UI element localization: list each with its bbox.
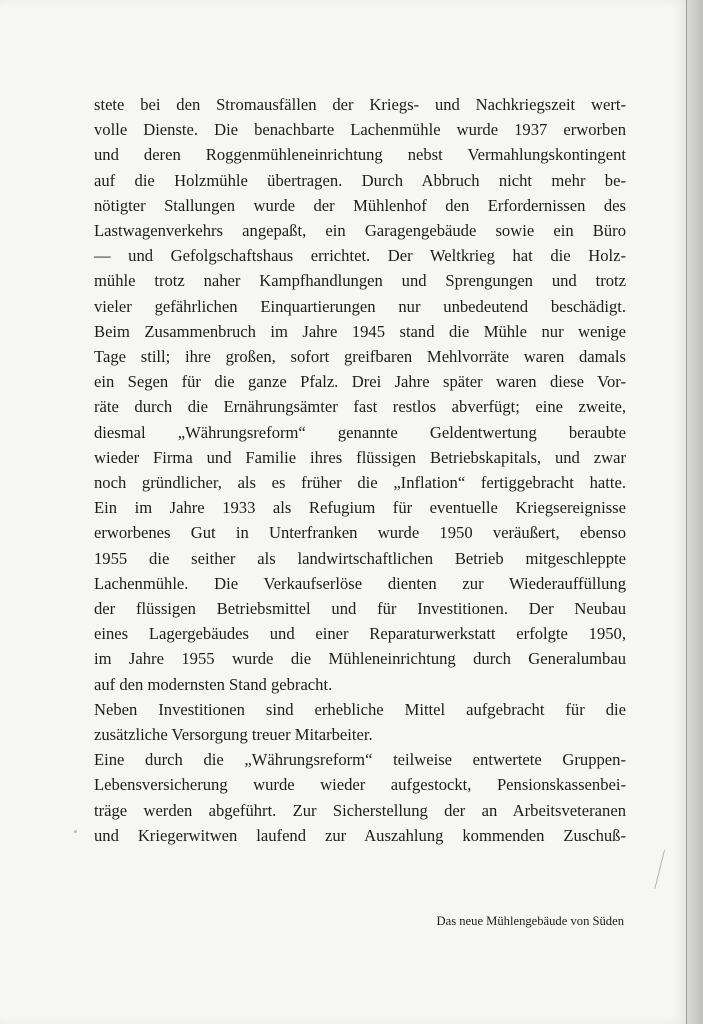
text-line-1: stete bei den Stromausfällen der Kriegs- und Nachkriegszeit wert- <box>94 95 626 114</box>
text-line-19: 1955 die seither als landwirtschaftlichen Betrieb mitgeschleppte <box>94 548 626 568</box>
margin-dot <box>74 830 77 833</box>
text-line-17: Ein im Jahre 1933 als Refugium für eventuelle Kriegsereignisse <box>94 498 626 518</box>
text-line-11: Tage still; ihre großen, sofort greifbaren Mehlvorräte waren damals <box>94 347 626 367</box>
text-line-29: träge werden abgeführt. Zur Sicherstellung der an Arbeitsveteranen <box>94 800 626 820</box>
text-line-23: im Jahre 1955 wurde die Mühleneinrichtung durch Generalumbau <box>94 649 626 669</box>
text-line-16: noch gründlicher, als es früher die „Inflation“ fertiggebracht hatte. <box>94 473 626 493</box>
text-line-5: nötigter Stallungen wurde der Mühlenhof den Erfordernissen des <box>94 195 626 215</box>
text-line-28: Lebensversicherung wurde wieder aufgestockt, Pensionskassenbei- <box>94 775 626 795</box>
text-line-2: volle Dienste. Die benachbarte Lachenmühle wurde 1937 erworben <box>94 120 626 140</box>
text-line-14: diesmal „Währungsreform“ genannte Geldentwertung beraubte <box>94 422 626 442</box>
text-line-18: erworbenes Gut in Unterfranken wurde 1950 veräußert, ebenso <box>94 523 626 543</box>
text-line-8: mühle trotz naher Kampfhandlungen und Sprengungen und trotz <box>94 271 626 291</box>
text-line-25: Neben Investitionen sind erhebliche Mittel aufgebracht für die <box>94 699 626 719</box>
text-line-3: und deren Roggenmühleneinrichtung nebst Vermahlungskontingent <box>94 145 626 165</box>
photo-caption: Das neue Mühlengebäude von Süden <box>436 914 624 928</box>
text-line-30: und Kriegerwitwen laufend zur Auszahlung kommenden Zuschuß- <box>94 825 626 845</box>
body-text <box>94 92 626 848</box>
page-edge-shadow <box>686 0 703 1024</box>
text-line-26: zusätzliche Versorgung treuer Mitarbeiter. <box>94 725 373 745</box>
text-line-21: der flüssigen Betriebsmittel und für Investitionen. Der Neubau <box>94 599 626 619</box>
text-line-27: Eine durch die „Währungsreform“ teilweise entwertete Gruppen- <box>94 750 626 770</box>
text-line-22: eines Lagergebäudes und einer Reparaturwerkstatt erfolgte 1950, <box>94 624 626 644</box>
text-line-7: — und Gefolgschaftshaus errichtet. Der Weltkrieg hat die Holz- <box>94 246 626 266</box>
text-line-13: räte durch die Ernährungsämter fast restlos abverfügt; eine zweite, <box>94 397 626 417</box>
text-line-9: vieler gefährlichen Einquartierungen nur unbedeutend beschädigt. <box>94 296 626 316</box>
text-line-6: Lastwagenverkehrs angepaßt, ein Garagengebäude sowie ein Büro <box>94 221 626 241</box>
text-line-15: wieder Firma und Familie ihres flüssigen Betriebskapitals, und zwar <box>94 447 626 467</box>
text-line-4: auf die Holzmühle übertragen. Durch Abbruch nicht mehr be- <box>94 170 626 190</box>
text-line-24: auf den modernsten Stand gebracht. <box>94 674 333 694</box>
text-line-10: Beim Zusammenbruch im Jahre 1945 stand die Mühle nur wenige <box>94 321 626 341</box>
margin-pencil-mark <box>654 850 665 889</box>
text-line-12: ein Segen für die ganze Pfalz. Drei Jahre später waren diese Vor- <box>94 372 626 392</box>
text-line-20: Lachenmühle. Die Verkaufserlöse dienten zur Wiederauffüllung <box>94 573 626 593</box>
